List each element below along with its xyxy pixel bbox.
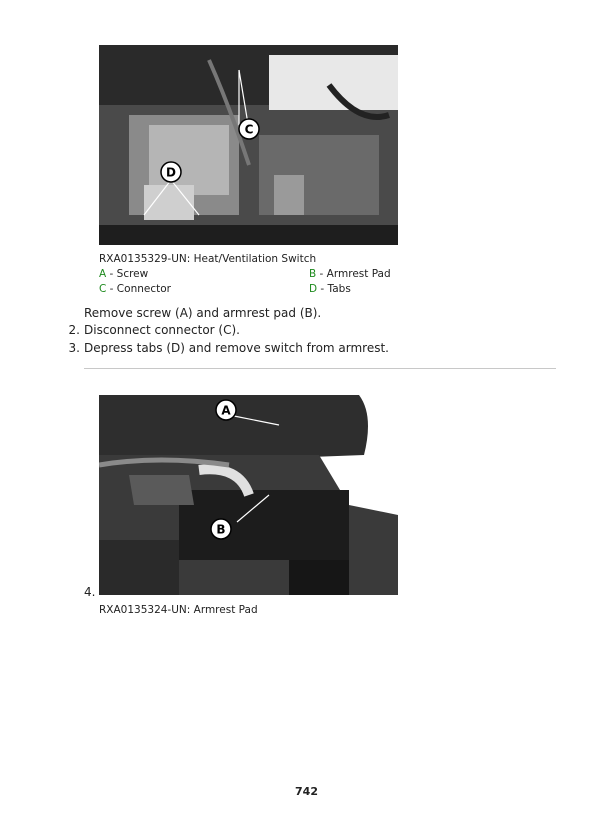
step-1 xyxy=(66,305,321,322)
callout-c: C xyxy=(244,122,254,137)
callout-d: D xyxy=(166,165,176,180)
legend-item-d xyxy=(309,282,351,297)
step-text: Depress tabs (D) and remove switch from armrest. xyxy=(84,341,389,355)
legend-text: - Screw xyxy=(106,268,149,280)
legend-key: D xyxy=(309,283,318,295)
legend-key: B xyxy=(309,268,317,280)
step-text: Remove screw (A) and armrest pad (B). xyxy=(84,306,322,320)
legend-key: C xyxy=(99,283,107,295)
legend-item-c xyxy=(99,282,171,297)
legend-text: - Armrest Pad xyxy=(316,268,391,280)
section-divider xyxy=(84,368,556,369)
legend-text: - Connector xyxy=(106,283,171,295)
legend-item-a xyxy=(99,267,148,282)
step-text: Disconnect connector (C). xyxy=(84,323,240,337)
page-number: 742 xyxy=(295,785,318,798)
legend-text: - Tabs xyxy=(317,283,351,295)
figure1-caption: RXA0135329-UN: Heat/Ventilation Switch xyxy=(99,253,317,265)
step-4-number: 4. xyxy=(84,585,96,599)
callout-a: A xyxy=(221,403,231,418)
legend-key: A xyxy=(99,268,107,280)
step-number: 3. xyxy=(68,341,80,355)
armrest-pad-photo xyxy=(99,395,398,595)
step-3 xyxy=(66,340,389,357)
heat-ventilation-switch-photo xyxy=(99,45,398,245)
step-number: 2. xyxy=(68,323,80,337)
figure2-caption: RXA0135324-UN: Armrest Pad xyxy=(99,604,258,616)
step-2 xyxy=(66,322,240,339)
legend-item-b xyxy=(309,267,391,282)
callout-b: B xyxy=(216,522,226,537)
